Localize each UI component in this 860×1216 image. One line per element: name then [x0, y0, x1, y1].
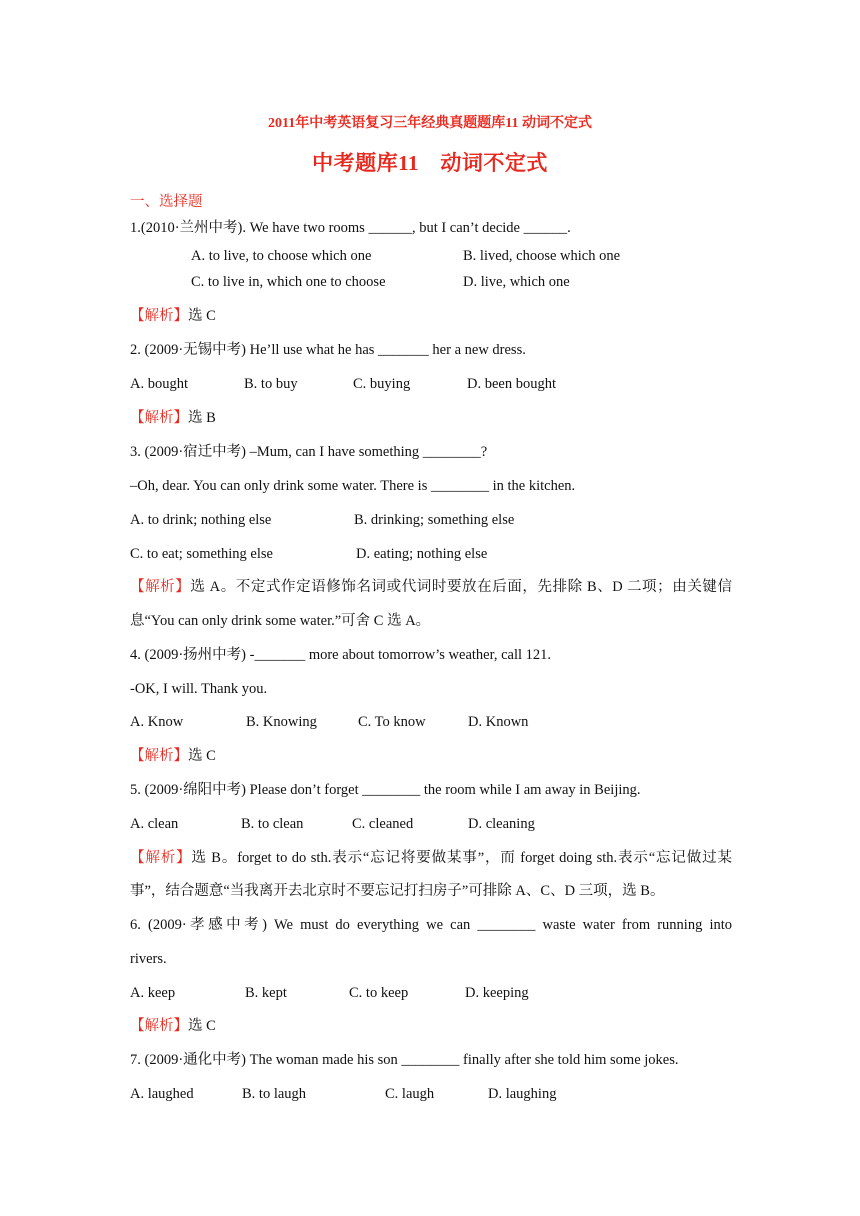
question-2-option-c: C. buying — [353, 376, 411, 392]
question-4-option-a: A. Know — [130, 714, 184, 730]
question-6-stem-line-2: rivers. — [130, 951, 167, 967]
analysis-label: 【解析】 — [130, 308, 188, 324]
question-4-analysis — [130, 746, 216, 766]
question-1-option-d: D. live, which one — [463, 274, 570, 290]
question-7-option-d: D. laughing — [488, 1086, 557, 1102]
question-2-option-d: D. been bought — [467, 376, 556, 392]
question-4-option-c: C. To know — [358, 714, 426, 730]
question-7-stem: 7. (2009·通化中考) The woman made his son ________ finally after she told him some jokes. — [130, 1052, 679, 1068]
page-title: 中考题库11 动词不定式 — [312, 151, 548, 175]
question-3-option-c: C. to eat; something else — [130, 546, 273, 562]
question-5-stem: 5. (2009·绵阳中考) Please don’t forget ________ the room while I am away in Beijing. — [130, 782, 641, 798]
question-6-option-b: B. kept — [245, 985, 287, 1001]
question-5-option-c: C. cleaned — [352, 816, 414, 832]
question-6-stem: 6. (2009·孝感中考) We must do everything we can ________ waste water from running into — [130, 917, 732, 933]
analysis-label: 【解析】 — [130, 579, 191, 595]
question-1-stem: 1.(2010·兰州中考). We have two rooms ______, but I can’t decide ______. — [130, 220, 571, 236]
analysis-label: 【解析】 — [130, 748, 188, 764]
analysis-label: 【解析】 — [130, 410, 188, 426]
question-7-option-c: C. laugh — [385, 1086, 435, 1102]
question-2-stem: 2. (2009·无锡中考) He’ll use what he has _______ her a new dress. — [130, 342, 526, 358]
question-5-analysis-line-2: 事”，结合题意“当我离开去北京时不要忘记打扫房子”可排除 A、C、D 三项，选 B。 — [130, 883, 665, 899]
question-4-option-d: D. Known — [468, 714, 529, 730]
question-1-option-a: A. to live, to choose which one — [191, 248, 372, 264]
question-5-option-a: A. clean — [130, 816, 179, 832]
analysis-text: 选 B — [188, 410, 216, 426]
question-3-stem-line-2: –Oh, dear. You can only drink some water. There is ________ in the kitchen. — [130, 478, 576, 494]
question-3-stem: 3. (2009·宿迁中考) –Mum, can I have something ________? — [130, 444, 488, 460]
question-2-analysis — [130, 408, 216, 428]
section-heading: 一、选择题 — [130, 194, 203, 210]
question-2-option-a: A. bought — [130, 376, 188, 392]
question-7-option-a: A. laughed — [130, 1086, 194, 1102]
question-1-option-b: B. lived, choose which one — [463, 248, 621, 264]
question-2-option-b: B. to buy — [244, 376, 298, 392]
question-5-analysis — [130, 848, 732, 868]
question-1-option-c: C. to live in, which one to choose — [191, 274, 386, 290]
question-4-stem-line-2: -OK, I will. Thank you. — [130, 681, 268, 697]
analysis-label: 【解析】 — [130, 1018, 188, 1034]
analysis-text: 选 B。forget to do sth.表示“忘记将要做某事”，而 forget doing sth.表示“忘记做过某 — [191, 850, 732, 866]
analysis-text: 选 C — [188, 308, 216, 324]
analysis-text: 选 C — [188, 748, 216, 764]
question-3-analysis-line-2: 息“You can only drink some water.”可舍 C 选 A。 — [130, 613, 431, 629]
analysis-text: 选 C — [188, 1018, 216, 1034]
question-6-option-a: A. keep — [130, 985, 176, 1001]
question-3-option-a: A. to drink; nothing else — [130, 512, 272, 528]
analysis-label: 【解析】 — [130, 850, 192, 866]
question-5-option-b: B. to clean — [241, 816, 304, 832]
question-3-option-b: B. drinking; something else — [354, 512, 515, 528]
analysis-text: 选 A。不定式作定语修饰名词或代词时要放在后面，先排除 B、D 二项；由关键信 — [190, 579, 732, 595]
question-6-analysis — [130, 1016, 216, 1036]
question-5-option-d: D. cleaning — [468, 816, 535, 832]
question-3-analysis — [130, 577, 732, 597]
question-6-option-c: C. to keep — [349, 985, 409, 1001]
question-3-option-d: D. eating; nothing else — [356, 546, 488, 562]
question-7-option-b: B. to laugh — [242, 1086, 307, 1102]
question-4-option-b: B. Knowing — [246, 714, 317, 730]
document-title: 2011年中考英语复习三年经典真题题库11 动词不定式 — [268, 116, 592, 131]
question-4-stem: 4. (2009·扬州中考) -_______ more about tomorrow’s weather, call 121. — [130, 647, 552, 663]
question-6-option-d: D. keeping — [465, 985, 529, 1001]
question-1-analysis — [130, 306, 216, 326]
